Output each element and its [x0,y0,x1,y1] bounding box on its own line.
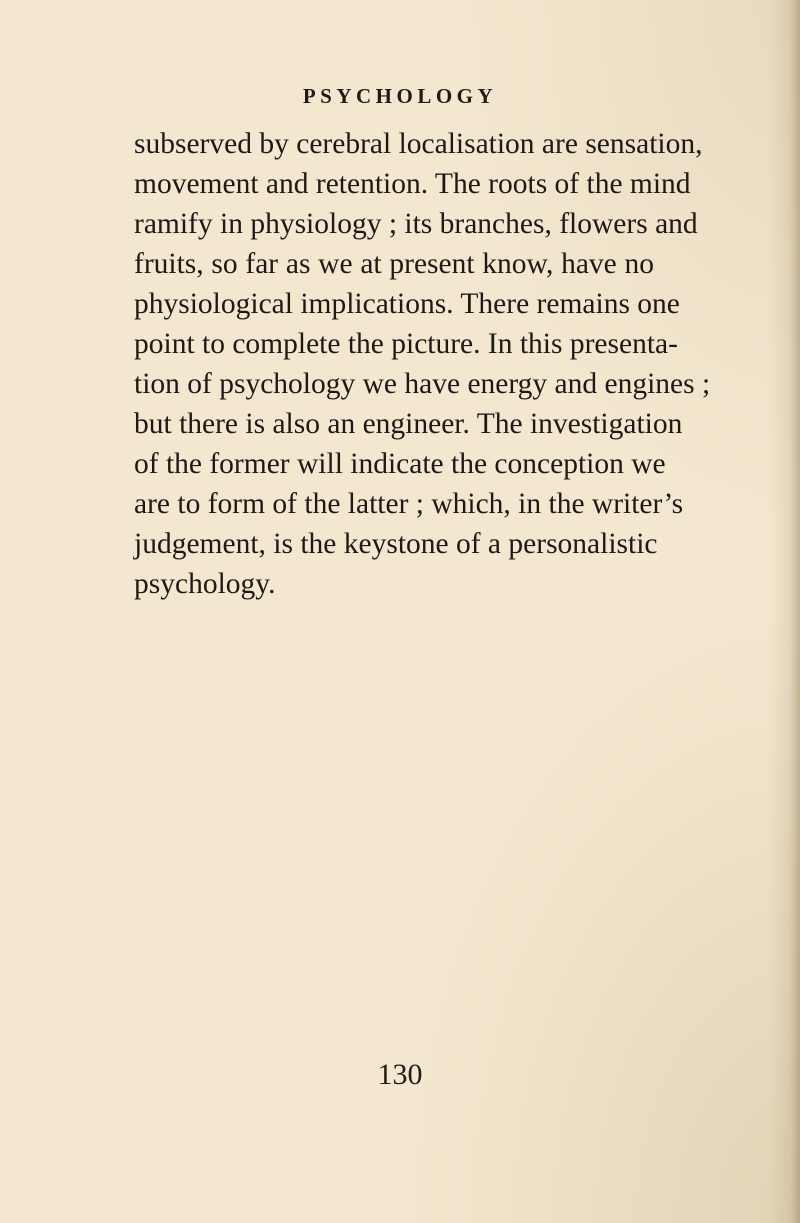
text-line: point to complete the picture. In this presenta- [134,328,678,360]
text-line: movement and retention. The roots of the mind [134,168,691,200]
text-line: ramify in physiology ; its branches, flowers and [134,208,698,240]
text-line: but there is also an engineer. The investigation [134,408,683,440]
text-line: physiological implications. There remains one [134,288,680,320]
text-line: judgement, is the keystone of a personalistic [134,528,658,560]
text-line: psychology. [134,568,276,600]
running-head: PSYCHOLOGY [302,84,498,108]
page-edge-shadow [790,0,800,1223]
page-number: 130 [377,1058,423,1091]
text-line: subserved by cerebral localisation are sensation, [134,128,703,160]
body-paragraph [134,124,711,604]
text-line: tion of psychology we have energy and engines ; [134,368,711,400]
text-line: fruits, so far as we at present know, have no [134,248,654,280]
text-line: of the former will indicate the conception we [134,448,666,480]
text-line: are to form of the latter ; which, in the writer’s [134,488,684,520]
